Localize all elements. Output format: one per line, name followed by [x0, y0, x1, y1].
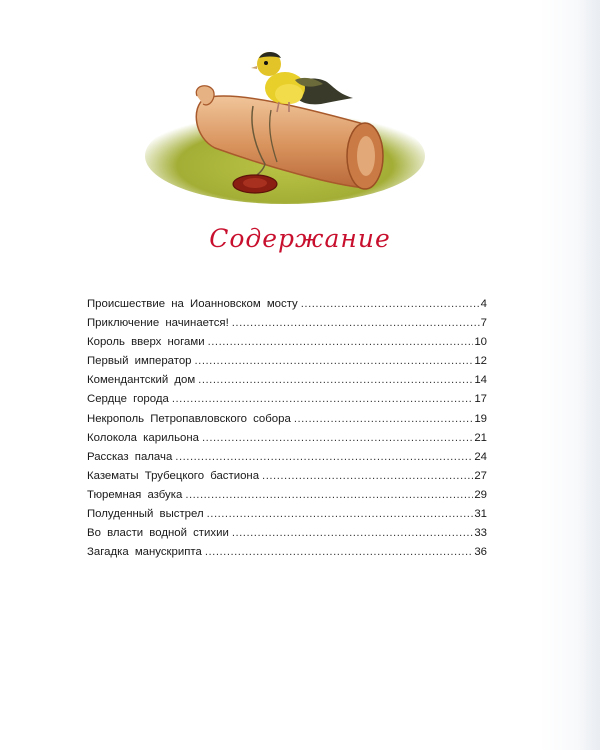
toc-entry-title: Рассказ палача: [87, 450, 173, 463]
toc-entry-title: Полуденный выстрел: [87, 508, 204, 521]
toc-entry-title: Комендантский дом: [87, 374, 196, 387]
toc-entry-page: 31: [474, 508, 487, 521]
toc-entry-title: Во власти водной стихии: [87, 527, 229, 540]
toc-entry-title: Сердце города: [87, 393, 169, 406]
toc-entry-page: 27: [474, 469, 487, 482]
toc-entry: [87, 470, 487, 489]
toc-leader-dots: [232, 317, 480, 329]
toc-entry: [87, 489, 487, 508]
toc-leader-dots: [172, 393, 474, 405]
toc-leader-dots: [198, 374, 473, 386]
toc-entry-page: 29: [474, 488, 487, 501]
toc-entry: [87, 451, 487, 470]
toc-entry: [87, 432, 487, 451]
toc-entry-title: Некрополь Петропавловского собора: [87, 412, 291, 425]
toc-entry: [87, 317, 487, 336]
toc-entry-page: 10: [474, 336, 487, 349]
bird-on-scroll-icon: [145, 38, 430, 208]
toc-entry: [87, 413, 487, 432]
toc-leader-dots: [195, 355, 474, 367]
toc-entry-title: Приключение начинается!: [87, 317, 229, 330]
page-title-text: Содержание: [209, 224, 391, 253]
scroll-roll-inner: [357, 136, 375, 176]
toc-entry: [87, 393, 487, 412]
toc-entry: [87, 355, 487, 374]
toc-entry-page: 21: [474, 431, 487, 444]
toc-entry-title: Происшествие на Иоанновском мосту: [87, 298, 298, 310]
toc-leader-dots: [175, 451, 473, 463]
toc-entry-title: Колокола карильона: [87, 431, 199, 444]
toc-entry: [87, 336, 487, 355]
table-of-contents: [87, 298, 487, 565]
toc-leader-dots: [207, 508, 474, 520]
toc-entry-title: Казематы Трубецкого бастиона: [87, 469, 260, 482]
toc-entry-page: 7: [480, 317, 487, 330]
toc-entry-page: 19: [474, 412, 487, 425]
page-title: [0, 224, 600, 253]
toc-entry-title: Загадка манускрипта: [87, 546, 202, 559]
toc-entry-page: 12: [474, 355, 487, 368]
toc-entry-page: 14: [474, 374, 487, 387]
toc-entry: [87, 298, 487, 317]
toc-entry: [87, 546, 487, 565]
toc-leader-dots: [185, 489, 473, 501]
toc-entry-title: Тюремная азбука: [87, 488, 183, 501]
toc-entry-title: Первый император: [87, 355, 192, 368]
toc-leader-dots: [202, 432, 473, 444]
page-edge-shadow: [578, 0, 600, 750]
toc-leader-dots: [301, 298, 480, 310]
toc-entry-page: 4: [480, 298, 487, 310]
toc-leader-dots: [232, 527, 474, 539]
toc-entry-page: 33: [474, 527, 487, 540]
toc-leader-dots: [205, 546, 474, 558]
toc-entry: [87, 508, 487, 527]
toc-leader-dots: [294, 413, 474, 425]
toc-entry-page: 24: [474, 450, 487, 463]
toc-leader-dots: [262, 470, 473, 482]
toc-entry-page: 17: [474, 393, 487, 406]
toc-leader-dots: [208, 336, 474, 348]
scroll-curl: [196, 86, 214, 105]
toc-entry-title: Король вверх ногами: [87, 336, 205, 349]
toc-entry: [87, 374, 487, 393]
toc-entry-page: 36: [474, 546, 487, 559]
toc-entry: [87, 527, 487, 546]
